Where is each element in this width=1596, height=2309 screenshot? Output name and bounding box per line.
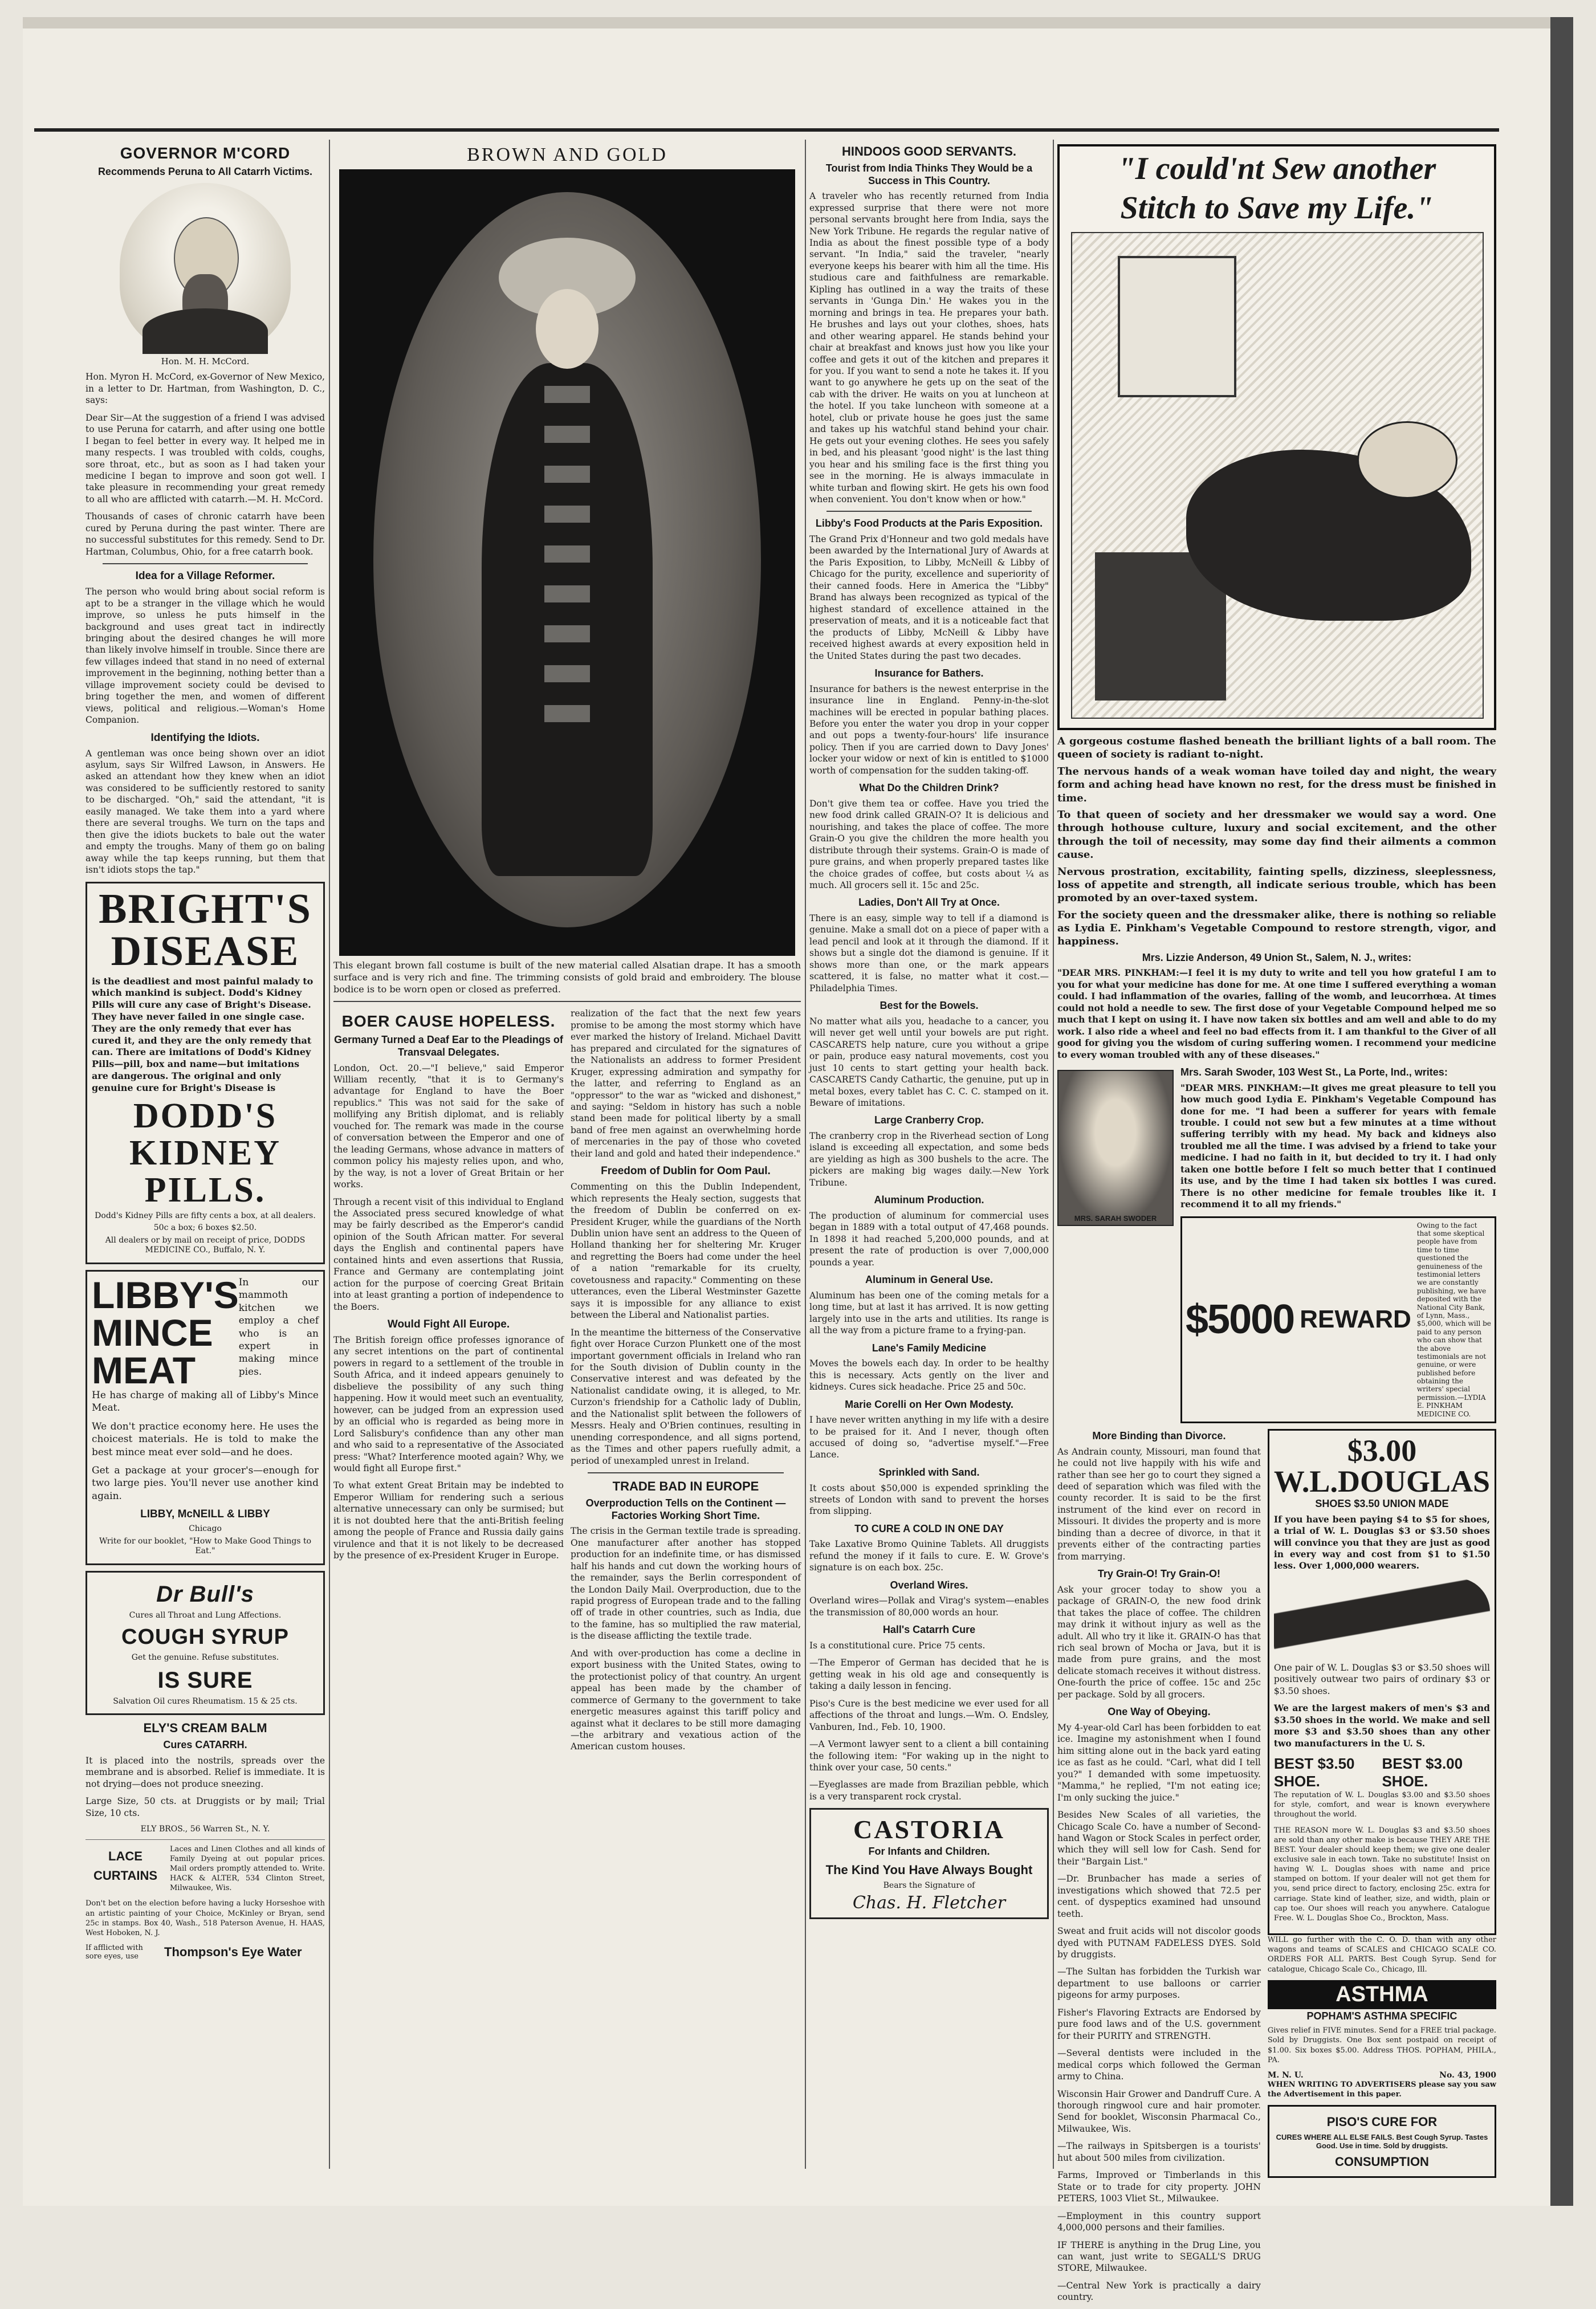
election-ad: Don't bet on the election before having a lucky Horseshoe with an artistic painting of your Choice, McKinley or Bryan, send 25c in stamps. Box 40, Wash., 518 Paterson Avenue, H. HAAS, West Hoboken, N. J. — [85, 1899, 325, 1937]
wires-body: Overland wires—Pollak and Virag's system—enables the transmission of 80,000 words an hour. — [809, 1595, 1049, 1618]
salvation-oil: Salvation Oil cures Rheumatism. 15 & 25 cts. — [113, 1696, 298, 1706]
best-300: BEST $3.00 SHOE. — [1382, 1755, 1463, 1790]
douglas-fine: The reputation of W. L. Douglas $3.00 and $3.50 shoes for style, comfort, and wear is known everywhere throughout the world. — [1273, 1791, 1490, 1819]
page-top-edge — [23, 17, 1573, 28]
piso-item: Piso's Cure is the best medicine we ever used for all affections of the throat and lungs.—Wm. O. Endsley, Vanburen, Ind., Feb. 10, 1900. — [809, 1698, 1049, 1732]
boer-continued: realization of the fact that the next few years promise to be among the most stormy which have ever marked the history of Ireland. Michael Davitt has prepared and circulated for the signatures of the Nationalists an address to former President Kruger, expressing admiration and sympathy for the latter, and referring to England as an "oppressor" to the war as "wicked and dishonest," and saying: "Seldom in history has such a noble stand been made for political liberty by a small band of free men against an overwhelming horde of mercenaries in the pay of those who coveted their land and gold and hated their independence." — [571, 1008, 801, 1159]
libby-food-body: The Grand Prix d'Honneur and two gold medals have been awarded by the International Jury of Awards at the Paris Exposition, to Libby, McNeill & Libby of Chicago for the purity, excellence and superiority of their canned foods. Here in America the "Libby" Brand has always been recognized as typical of the highest standard of excellence attained in the preservation of meats, and it is a noticeable fact that the products of Libby, McNeill & Libby have received highest awards at every exposition held in the United States during the past two decades. — [809, 534, 1049, 661]
kidney-word: KIDNEY — [129, 1133, 282, 1172]
employ-item: —Employment in this country support 4,000,000 persons and their families. — [1057, 2210, 1261, 2233]
brights-body: is the deadliest and most painful malady to which mankind is subject. Dodd's Kidney Pills will cure any case of Bright's Disease. They have never failed in one single case. They are the only remedy that ever has cured it, and they are the only remedy that can. There are imitations of Dodd's Kidney Pills—pill, box and name—but imitations are dangerous. The original and only genuine cure for Bright's Disease is — [92, 975, 314, 1093]
reformer-body: The person who would bring about social reform is apt to be a stranger in the village which he would improve, so unless he puts himself in the background and uses great tact in indirectly bringing about the desired changes he will more than likely involve himself in trouble. Since there are few villages indeed that stand in no need of external improvement in the beginning, nothing better than a village improvement society could be devised to bring together the men, and women of different views, political and religious.—Woman's Home Companion. — [85, 587, 325, 726]
boer-p4: To what extent Great Britain may be indebted to Emperor William for rendering such a serious alternative unnecessary can only be surmised; but it is not doubted here that the anti-British feeling among the people of France and Russia daily gains virulence and that it is not likely to be decreased by the presence of ex-President Kruger in Europe. — [333, 1480, 564, 1561]
dublin-body-2: In the meantime the bitterness of the Conservative fight over Horace Curzon Plunkett one of the most important government officials in Ireland who ran for the South division of Dublin county in the Conservative interest and was defeated by the Nationalist candidate owing, it is alleged, to Mr. Curzon's friendship for a Catholic lady of Dublin, and the Nationalist split between the followers of Messrs. Healy and O'Brien continues, resulting in unending correspondence, and all signs portend, as the Times and other papers ruefully admit, a period of unexampled unrest in Ireland. — [571, 1327, 801, 1466]
bowels-headline: Best for the Bowels. — [880, 1000, 979, 1012]
eyeglasses-item: —Eyeglasses are made from Brazilian pebble, which is a very transparent rock crystal. — [809, 1779, 1049, 1802]
wnu-number: No. 43, 1900 — [1439, 2070, 1496, 2080]
mince-word: MINCE — [92, 1311, 213, 1354]
central-item: —Central New York is practically a dairy country. — [1057, 2280, 1261, 2303]
libby-food-headline: Libby's Food Products at the Paris Exposition. — [815, 518, 1043, 530]
sarah-headline: Mrs. Sarah Swoder, 103 West St., La Porte, Ind., writes: — [1180, 1066, 1448, 1078]
anderson-body: "DEAR MRS. PINKHAM:—I feel it is my duty to write and tell you how grateful I am to you for what your medicine has done for me. At one time I suffered everything a woman could. I had inflammation of the ovaries, falling of the womb, and leucorrhœa. At times could not hold a needle to sew. The first dose of your Vegetable Compound helped me so much that I kept on using it. I have now taken six bottles and am well and able to do my work. I also ride a wheel and feel no bad effects from it. I am thankful to the Giver of all good for giving you the wisdom of curing suffering women. I recommend your medicine to every woman troubled with any of these diseases." — [1057, 967, 1496, 1060]
castoria-kind: The Kind You Have Always Bought — [825, 1862, 1033, 1877]
lane-headline: Lane's Family Medicine — [872, 1342, 987, 1354]
douglas-shoes: SHOES $3.50 UNION MADE — [1315, 1498, 1449, 1510]
illustration-title-1: "I could'nt Sew another — [1117, 151, 1436, 186]
asthma-sub: POPHAM'S ASTHMA SPECIFIC — [1306, 2010, 1457, 2022]
libby-booklet: Write for our booklet, "How to Make Good Things to Eat." — [99, 1536, 312, 1556]
trade-subhead: Overproduction Tells on the Continent —Factories Working Short Time. — [585, 1497, 786, 1521]
putnam-item: Sweat and fruit acids will not discolor goods dyed with PUTNAM FADELESS DYES. Sold by druggists. — [1057, 1926, 1261, 1960]
divorce-headline: More Binding than Divorce. — [1092, 1430, 1226, 1442]
dodds-price-note: Dodd's Kidney Pills are fifty cents a box, at all dealers. — [95, 1211, 316, 1220]
vermont-item: —A Vermont lawyer sent to a client a bill containing the following item: "For waking up in the night to think over your case, 50 cents." — [809, 1739, 1049, 1773]
fashion-photo — [339, 169, 795, 956]
idiots-headline: Identifying the Idiots. — [150, 731, 260, 744]
dublin-body: Commenting on this the Dublin Independent, which represents the Healy section, suggests that the freedom of Dublin be conferred on ex-President Kruger, while the guardians of the North Dublin union have sent an address to the Queen of Holland thanking her for sheltering Mr. Kruger and regretting the Boers had come under the heel of a nation "remarkable for its cruelty, covetousness and rapacity." Commenting on these utterances, even the Liberal Westminster Gazette says it is impossible for any alliance to exist between the Liberal and Nationalist parties. — [571, 1182, 801, 1321]
meat-word: MEAT — [92, 1349, 196, 1391]
grain-headline: Try Grain-O! Try Grain-O! — [1097, 1568, 1220, 1580]
libby-firm: LIBBY, McNEILL & LIBBY — [140, 1508, 270, 1521]
castoria-ad — [809, 1808, 1049, 1919]
pinkham-p1: A gorgeous costume flashed beneath the brilliant lights of a ball room. The queen of society is radiant to-night. — [1057, 735, 1496, 761]
hindoo-headline: HINDOOS GOOD SERVANTS. — [841, 144, 1016, 158]
divorce-body: As Andrain county, Missouri, man found that he could not live happily with his wife and rather than see her go to court they signed a deed of separation which was filed with the county recorder. It is said to be the first instrument of the kind ever on record in Missouri. It divides the property and is more binding than a decree of divorce, in that it prevents either of the contracting parties from marrying. — [1057, 1446, 1261, 1562]
dodds-box-price: 50c a box; 6 boxes $2.50. — [153, 1223, 257, 1233]
piso-consumption: CONSUMPTION — [1334, 2155, 1429, 2169]
wisconsin-item: Wisconsin Hair Grower and Dandruff Cure. A thorough ringwool cure and hair promoter. Send for booklet, Wisconsin Pharmacal Co., Milwaukee, Wis. — [1057, 2088, 1261, 2134]
column-1 — [85, 140, 325, 2169]
libby-city: Chicago — [189, 1524, 222, 1534]
corelli-body: I have never written anything in my life with a desire to be praised for it. And I never, though often accused of doing so, "advertise myself."—Free Lance. — [809, 1415, 1049, 1460]
pinkham-p3: To that queen of society and her dressmaker we would say a word. One through hothouse culture, luxury and social excitement, and the other through the toil of necessity, may some day find their ailments a common cause. — [1057, 808, 1496, 861]
mccord-intro: Hon. Myron H. McCord, ex-Governor of New Mexico, in a letter to Dr. Hartman, from Washington, D. C., says: — [85, 372, 325, 406]
dr-bull-genuine: Get the genuine. Refuse substitutes. — [131, 1653, 279, 1663]
bathers-body: Insurance for bathers is the newest enterprise in the insurance line in England. Penny-in-the-slot machines will be erected in popular bathing places. Before you enter the water you drop in your copper and out pops a twenty-four-hours' life insurance policy. Then if you are carried down to Davy Jones' locker your widow or next of kin is entitled to $1000 worth of compensation for the sudden taking-off. — [809, 683, 1049, 776]
obeying-headline: One Way of Obeying. — [1108, 1706, 1211, 1718]
is-sure: IS SURE — [157, 1667, 253, 1693]
sarah-swoder-caption: MRS. SARAH SWODER — [1074, 1214, 1157, 1223]
mccord-portrait — [120, 183, 291, 354]
column-rule — [329, 140, 330, 2169]
divider — [333, 1001, 801, 1002]
dublin-headline: Freedom of Dublin for Oom Paul. — [601, 1165, 771, 1178]
reward-amount: $5000 — [1186, 1297, 1294, 1343]
lace-body: Laces and Linen Clothes and all kinds of Family Dyeing at out popular prices. Mail orders promptly attended to. Write. HACK & ALTER, 534 Clinton Street, Milwaukee, Wis. — [170, 1844, 325, 1893]
spitsbergen-item: —The railways in Spitsbergen is a tourists' hut about 500 miles from civilization. — [1057, 2141, 1261, 2163]
mccord-headline: GOVERNOR M'CORD — [120, 144, 291, 162]
pinkham-p4: Nervous prostration, excitability, fainting spells, dizziness, sleeplessness, loss of appetite and strength, all indicate serious trouble, which has been promoted by an over-taxed system. — [1057, 865, 1496, 905]
libby-side-text: In our mammoth kitchen we employ a chef who is an expert in making mince pies. — [238, 1276, 319, 1378]
douglas-body: If you have been paying $4 to $5 for shoes, a trial of W. L. Douglas $3 or $3.50 shoes will convince you that they are just as good in every way and cost from $1 to $1.50 less. Over 1,000,000 wearers. — [1273, 1513, 1490, 1571]
grain-body: Ask your grocer today to show you a package of GRAIN-O, the new food drink that takes the place of coffee. The children may drink it without injury as well as the adult. All who try it like it. GRAIN-O has that rich seal brown of Mocha or Java, but it is made from pure grains, and the most delicate stomach receives it without distress. One-fourth the price of coffee. 15c and 25c per package. Sold by all grocers. — [1057, 1584, 1261, 1700]
ely-ad — [85, 1721, 325, 1834]
pinkham-p5: For the society queen and the dressmaker alike, there is nothing so reliable as Lydia E. Pinkham's Vegetable Compound to restore strength, vigor, and happiness. — [1057, 909, 1496, 948]
children-headline: What Do the Children Drink? — [859, 782, 999, 794]
piso-title: PISO'S CURE FOR — [1326, 2115, 1438, 2129]
libby-p3: Get a package at your grocer's—enough for two large pies. You'll never use another kind again. — [92, 1465, 319, 1502]
ladies-headline: Ladies, Don't All Try at Once. — [858, 897, 1000, 909]
column-4 — [1057, 140, 1496, 2303]
aluminum2-headline: Aluminum in General Use. — [865, 1274, 994, 1286]
libby-brand: LIBBY'S — [92, 1273, 239, 1316]
lane-body: Moves the bowels each day. In order to be healthy this is necessary. Acts gently on the liver and kidneys. Cures sick headache. Price 25 and 50c. — [809, 1358, 1049, 1392]
divider — [588, 1472, 784, 1473]
aluminum2-body: Aluminum has been one of the coming metals for a long time, but at last it has arrived. It is now getting largely into use in the arts and utilities. Its range is all the way from a picture frame to a frying-pan. — [809, 1290, 1049, 1336]
dr-bull-name: Dr Bull's — [156, 1581, 254, 1607]
piso-sub: CURES WHERE ALL ELSE FAILS. Best Cough Syrup. Tastes Good. Use in time. Sold by druggists. — [1276, 2133, 1488, 2151]
column-2 — [333, 140, 801, 2169]
advertisers-note: WHEN WRITING TO ADVERTISERS please say you saw the Advertisement in this paper. — [1267, 2080, 1496, 2099]
newspaper-page — [23, 17, 1573, 2303]
ely-title: ELY'S CREAM BALM — [143, 1721, 267, 1736]
asthma-body: Gives relief in FIVE minutes. Send for a FREE trial package. Sold by Druggists. One Box sent postpaid on receipt of $1.00. Six boxes $5.00. Address THOS. POPHAM, PHILA., PA. — [1267, 2026, 1496, 2064]
cranberry-body: The cranberry crop in the Riverhead section of Long island is exceeding all expectation, and some beds are yielding as high as 300 bushels to the acre. The pickers are making big wages daily.—New York Tribune. — [809, 1131, 1049, 1188]
hindoo-body: A traveler who has recently returned from India expressed surprise that there were not more personal servants brought here from India, says the New York Tribune. He regards the regular native of India as about the finest possible type of a body servant. "In India," said the traveler, "nearly everyone keeps his bearer with him all the time. His studious care and faithfulness are remarkable. Kipling has outlined in a way the traits of these servants in 'Gunga Din.' He wakes you in the morning and brings in tea. He prepares your bath. He brushes and lays out your clothes, shoes, hats and other wearing apparel. He stands behind your chair at breakfast and knows just how you like your coffee and gets it out of the kitchen and prepares it for you. If you want to send a note he takes it. If you want to go anywhere he gets up on the seat of the cab with the driver. He waits on you at luncheon at the hotel. If you take luncheon with someone at a hotel, club or private house he goes just the same and takes up his watchful stand behind your chair. He gets out your evening clothes. He sees you safely in bed, and his pleasant 'good night' is the last thing you hear and his smiling face is the first thing you see in the morning. He is always immaculate in white turban and flowing skirt. He gets his own food when convenient. You don't know when or how." — [809, 191, 1049, 504]
douglas-largest: We are the largest makers of men's $3 and $3.50 shoes in the world. We make and sell more $3 and $3.50 shoes than any other two manufacturers in the U. S. — [1273, 1703, 1490, 1749]
best-350: BEST $3.50 SHOE. — [1273, 1755, 1355, 1790]
sprinkled-body: It costs about $50,000 is expended sprinkling the streets of London with sand to prevent the horses from slipping. — [809, 1483, 1049, 1517]
libby-p2: We don't practice economy here. He uses the choicest materials. He is told to make the best mince meat ever sold—and he does. — [92, 1420, 319, 1458]
douglas-one-pair: One pair of W. L. Douglas $3 or $3.50 shoes will positively outwear two pairs of ordinary $3 or $3.50 shoes. — [1273, 1662, 1490, 1696]
bathers-headline: Insurance for Bathers. — [874, 667, 984, 679]
reward-box — [1180, 1216, 1496, 1423]
dentists-item: —Several dentists were included in the medical corps which followed the German army to China. — [1057, 2048, 1261, 2082]
drug-item: IF THERE is anything in the Drug Line, you can want, just write to SEGALL'S DRUG STORE, Milwaukee. — [1057, 2239, 1261, 2274]
fisher-item: Fisher's Flavoring Extracts are Endorsed by pure food laws and of the U.S. government for their PURITY and STRENGTH. — [1057, 2007, 1261, 2041]
dodds-address: All dealers or by mail on receipt of price, DODDS MEDICINE CO., Buffalo, N. Y. — [105, 1235, 306, 1255]
corelli-headline: Marie Corelli on Her Own Modesty. — [845, 1398, 1013, 1410]
ely-price: Large Size, 50 cts. at Druggists or by mail; Trial Size, 10 cts. — [85, 1796, 325, 1818]
boer-headline: BOER CAUSE HOPELESS. — [341, 1012, 556, 1031]
sarah-swoder-portrait — [1057, 1070, 1174, 1226]
farms-item: Farms, Improved or Timberlands in this State or to trade for city property. JOHN PETERS, 1003 Vliet St., Milwaukee. — [1057, 2170, 1261, 2204]
douglas-reason: THE REASON more W. L. Douglas $3 and $3.50 shoes are sold than any other make is because THEY ARE THE BEST. Your dealer should keep them; we give one dealer exclusive sale in each town. Take no substitute! Insist on having W. L. Douglas shoes with name and price stamped on bottom. If your dealer will not get them for you, send price direct to factory, enclosing 25c. extra for carriage. State kind of leather, size, and width, plain or cap toe. Our shoes will reach you anywhere. Catalogue Free. W. L. Douglas Shoe Co., Brockton, Mass. — [1273, 1826, 1490, 1923]
shoe-illustration — [1274, 1578, 1490, 1658]
ely-sub: Cures CATARRH. — [163, 1739, 247, 1751]
idiots-body: A gentleman was once being shown over an idiot asylum, says Sir Wilfred Lawson, in Answers. He asked an attendant how they knew when an idiot was considered to be sufficiently restored to sanity to be discharged. "Oh," said the attendant, "it is easily managed. We take them into a yard where there are several troughs. We turn on the taps and then give the idiots buckets to bale out the water and empty the troughs. Many of them go on baling away while the tap keeps running, but them that isn't idiots stops the tap." — [85, 748, 325, 875]
fletcher-signature: Chas. H. Fletcher — [852, 1893, 1006, 1913]
cranberry-headline: Large Cranberry Crop. — [874, 1114, 984, 1126]
cod-ad: WILL go further with the C. O. D. than with any other wagons and teams of SCALES and CHICAGO SCALE CO. ORDERS FOR ALL PARTS. Best Cough Syrup. Send for catalogue, Chicago Scale Co., Chicago, Ill. — [1267, 1936, 1496, 1974]
sarah-body: "DEAR MRS. PINKHAM:—It gives me great pleasure to tell you how much good Lydia E. Pinkham's Vegetable Compound has done for me. "I had been a sufferer for years with female trouble. I could not sew but a few minutes at a time without suffering terribly with my head. My back and kidneys also troubled me all the time. I was advised by a friend to take your medicine. I had no faith in it, but decided to try it. I had only taken one bottle before I felt so much better that I continued its use, and by the time I had taken six bottles I was cured. There is no other medicine for female troubles like it. I recommend it to all my friends." — [1180, 1082, 1496, 1210]
boer-subhead: Germany Turned a Deaf Ear to the Pleadings of Transvaal Delegates. — [334, 1034, 563, 1058]
pills-word: PILLS. — [144, 1170, 266, 1210]
douglas-title: $3.00 W.L.DOUGLAS — [1273, 1434, 1490, 1499]
cold-headline: TO CURE A COLD IN ONE DAY — [854, 1522, 1004, 1534]
trade-body-2: And with over-production has come a decline in export business with the United States, owing to the protectionist policy of that country. An urgent appeal has been made by the chamber of commerce of Germany to the government to take energetic measures against this tariff policy and against what it declares to be still more damaging—the arbitrary and vexatious action of the American custom houses. — [571, 1648, 801, 1752]
reformer-headline: Idea for a Village Reformer. — [135, 570, 275, 583]
libby-p1: He has charge of making all of Libby's Mince Meat. — [92, 1389, 319, 1414]
wires-headline: Overland Wires. — [890, 1579, 968, 1591]
scales-item: Besides New Scales of all varieties, the Chicago Scale Co. have a number of Second-hand Wagon or Stock Scales in perfect order, which they will sell low for Cash. Send for their "Bargain List." — [1057, 1810, 1261, 1867]
castoria-title: CASTORIA — [853, 1815, 1005, 1844]
cough-syrup: COUGH SYRUP — [121, 1625, 289, 1650]
reward-fine-print: Owing to the fact that some skeptical people have from time to time questioned the genuineness of the testimonial letters we are constantly publishing, we have deposited with the National City Bank, of Lynn, Mass., $5,000, which will be paid to any person who can show that the above testimonials are not genuine, or were published before obtaining the writers' special permission.—LYDIA E. PINKHAM MEDICINE CO. — [1416, 1221, 1491, 1418]
brunbacher-item: —Dr. Brunbacher has made a series of investigations which showed that 72.5 per cent. of dyspeptics examined had unsound teeth. — [1057, 1874, 1261, 1919]
pinkham-p2: The nervous hands of a weak woman have toiled day and night, the weary form and aching head have known no rest, for the dress must be finished in time. — [1057, 765, 1496, 804]
boer-p1: London, Oct. 20.—"I believe," said Emperor William recently, "that it is to Germany's advantage for England to have the Boer republics." This was not said for the sake of mollifying any British diplomat, and is reliably vouched for. The remark was made in the course of conversation between the Emperor and one of the leading Germans, whose advance in matters of common policy his majesty relies upon, and who, by the way, is not a lover of Great Britain or her works. — [333, 1062, 564, 1190]
dr-bull-line: Cures all Throat and Lung Affections. — [129, 1610, 282, 1620]
lace-ad — [85, 1844, 325, 1899]
anderson-headline: Mrs. Lizzie Anderson, 49 Union St., Salem, N. J., writes: — [1142, 951, 1412, 963]
fashion-title: BROWN AND GOLD — [467, 144, 667, 165]
castoria-sub: For Infants and Children. — [868, 1846, 990, 1858]
bowels-body: No matter what ails you, headache to a cancer, you will never get well until your bowels are put right. CASCARETS help nature, cure you without a gripe or pain, produce easy natural movements, cost you just 10 cents to start getting your health back. CASCARETS Candy Cathartic, the genuine, put up in metal boxes, every tablet has C. C. C. stamped on it. Beware of imitations. — [809, 1016, 1049, 1108]
mccord-caption: Hon. M. H. McCord. — [161, 356, 250, 366]
mccord-letter: Dear Sir—At the suggestion of a friend I was advised to use Peruna for catarrh, and after using one bottle I began to feel better in every way. It helped me in many respects. I was troubled with colds, coughs, sore throat, etc., but as soon as I had taken your medicine I began to improve and soon got well. I take pleasure in recommending your great remedy to all who are afflicted with catarrh.—M. H. McCord. — [85, 412, 325, 504]
binding-strip — [1550, 17, 1573, 2206]
column-rule — [805, 140, 806, 2169]
aluminum-headline: Aluminum Production. — [874, 1194, 984, 1206]
trade-headline: TRADE BAD IN EUROPE — [612, 1479, 759, 1494]
column-rule — [1053, 140, 1054, 2169]
hall-headline: Hall's Catarrh Cure — [882, 1624, 976, 1636]
lace-word: LACE — [108, 1848, 142, 1863]
ely-body: It is placed into the nostrils, spreads over the membrane and is absorbed. Relief is immediate. It is not drying—does not produce sneezing. — [85, 1755, 325, 1789]
castoria-bears: Bears the Signature of — [883, 1880, 975, 1890]
dr-bull-ad — [85, 1571, 325, 1716]
sprinkled-headline: Sprinkled with Sand. — [878, 1466, 980, 1478]
illustration-title-2: Stitch to Save my Life." — [1120, 190, 1434, 226]
boer-p3: The British foreign office professes ignorance of any secret intentions on the part of continental powers in regard to a settlement of the trouble in South Africa, and it indeed appears genuinely to disbelieve the possibility of any such thing happening. How it would meet such an eventuality, however, can be judged from an expression used by an official who is regarded as being more in Lord Salisbury's confidence than any other man and who said to a representative of the Associated press: "What? Interference mooted again? Why, we would fight all Europe first." — [333, 1335, 564, 1474]
mccord-subhead: Recommends Peruna to All Catarrh Victims. — [97, 166, 313, 177]
douglas-ad — [1268, 1429, 1496, 1935]
thompson-ad — [85, 1944, 325, 1961]
ely-address: ELY BROS., 56 Warren St., N. Y. — [140, 1825, 270, 1834]
header-rule — [34, 128, 1499, 132]
thompson-lead: If afflicted with sore eyes, use — [85, 1944, 143, 1961]
sultan-item: —The Sultan has forbidden the Turkish war department to use balloons or carrier pigeons for army purposes. — [1057, 1966, 1261, 2001]
curtains-word: CURTAINS — [93, 1868, 158, 1883]
thompson-name: Thompson's Eye Water — [164, 1945, 302, 1960]
libby-mince-ad — [85, 1270, 325, 1565]
children-body: Don't give them tea or coffee. Have you tried the new food drink called GRAIN-O? It is delicious and nourishing, and takes the place of coffee. The more Grain-O you give the children the more health you distribute through their systems. Grain-O is made of pure grains, and when properly prepared tastes like the choice grades of coffee, but costs about ¼ as much. All grocers sell it. 15c and 25c. — [809, 798, 1049, 890]
fashion-caption: This elegant brown fall costume is built of the new material called Alsatian drape. It has a smooth surface and is very rich and fine. The trimming consists of gold braid and embroidery. The blouse bodice is to be worn open or closed as preferred. — [333, 960, 801, 995]
hall-body: Is a constitutional cure. Price 75 cents. — [809, 1640, 986, 1651]
column-3 — [809, 140, 1049, 2169]
fight-headline: Would Fight All Europe. — [387, 1318, 510, 1331]
hindoo-subhead: Tourist from India Thinks They Would be a Success in This Country. — [825, 162, 1033, 186]
ladies-body: There is an easy, simple way to tell if a diamond is genuine. Make a small dot on a piece of paper with a lead pencil and look at it through the diamond. If it shows but a single dot the diamond is genuine. If it shows more than one, or the mark appears scattered, it is false, no matter what it cost.—Philadelphia Times. — [809, 913, 1049, 993]
mccord-peruna: Thousands of cases of chronic catarrh have been cured by Peruna during the past winter. There are no successful substitutes for this remedy. Send to Dr. Hartman, Columbus, Ohio, for a free catarrh book. — [85, 511, 325, 557]
boer-p2: Through a recent visit of this individual to England the Associated press secured knowledge of what may be fairly described as the Emperor's candid opinion of the South African matter. For several days the English and continental papers have contained hints and even assertions that Russia, France and Germany are contemplating joint action for the purpose of coercing Great Britain into at least granting a portion of independence to the Boers. — [333, 1196, 564, 1312]
emperor-item: —The Emperor of German has decided that he is getting weak in his old age and consequently is taking a daily lesson in fencing. — [809, 1658, 1049, 1692]
dodds-ad — [85, 882, 325, 1264]
disease-heading: DISEASE — [111, 927, 300, 975]
piso-ad — [1268, 2105, 1496, 2178]
aluminum-body: The production of aluminum for commercial uses began in 1889 with a total output of 47,468 pounds. In 1898 it had reached 5,200,000 pounds, and at present the rate of production is over 7,000,000 pounds a year. — [809, 1210, 1049, 1268]
obeying-body: My 4-year-old Carl has been forbidden to eat ice. Imagine my astonishment when I found him sitting alone out in the back yard eating ice as fast as he could. "Carl, what did I tell you?" I demanded with some impetuosity. "Mamma," he replied, "I'm not eating ice; I'm only sucking the juice." — [1057, 1722, 1261, 1803]
asthma-title: ASTHMA — [1268, 1980, 1496, 2009]
reward-word: REWARD — [1300, 1305, 1411, 1334]
brights-heading: BRIGHT'S — [99, 885, 312, 932]
wnu-label: M. N. U. — [1267, 2070, 1304, 2080]
pinkham-illustration — [1057, 144, 1496, 730]
cold-body: Take Laxative Bromo Quinine Tablets. All druggists refund the money if it fails to cure. E. W. Grove's signature is on each box. 25c. — [809, 1539, 1049, 1573]
trade-body: The crisis in the German textile trade is spreading. One manufacturer after another has stopped production for an indefinite time, or has dismissed half his hands and cut down the working hours of the remainder, says the Berlin correspondent of the London Daily Mail. Overproduction, due to the rapid progress of European trade and to the falling off of trade in other countries, such as India, due to the famine, has so multiplied the raw material, is the disease afflicting the textile trade. — [571, 1526, 801, 1642]
dodds-word: DODD'S — [133, 1096, 278, 1135]
divider — [103, 563, 308, 564]
